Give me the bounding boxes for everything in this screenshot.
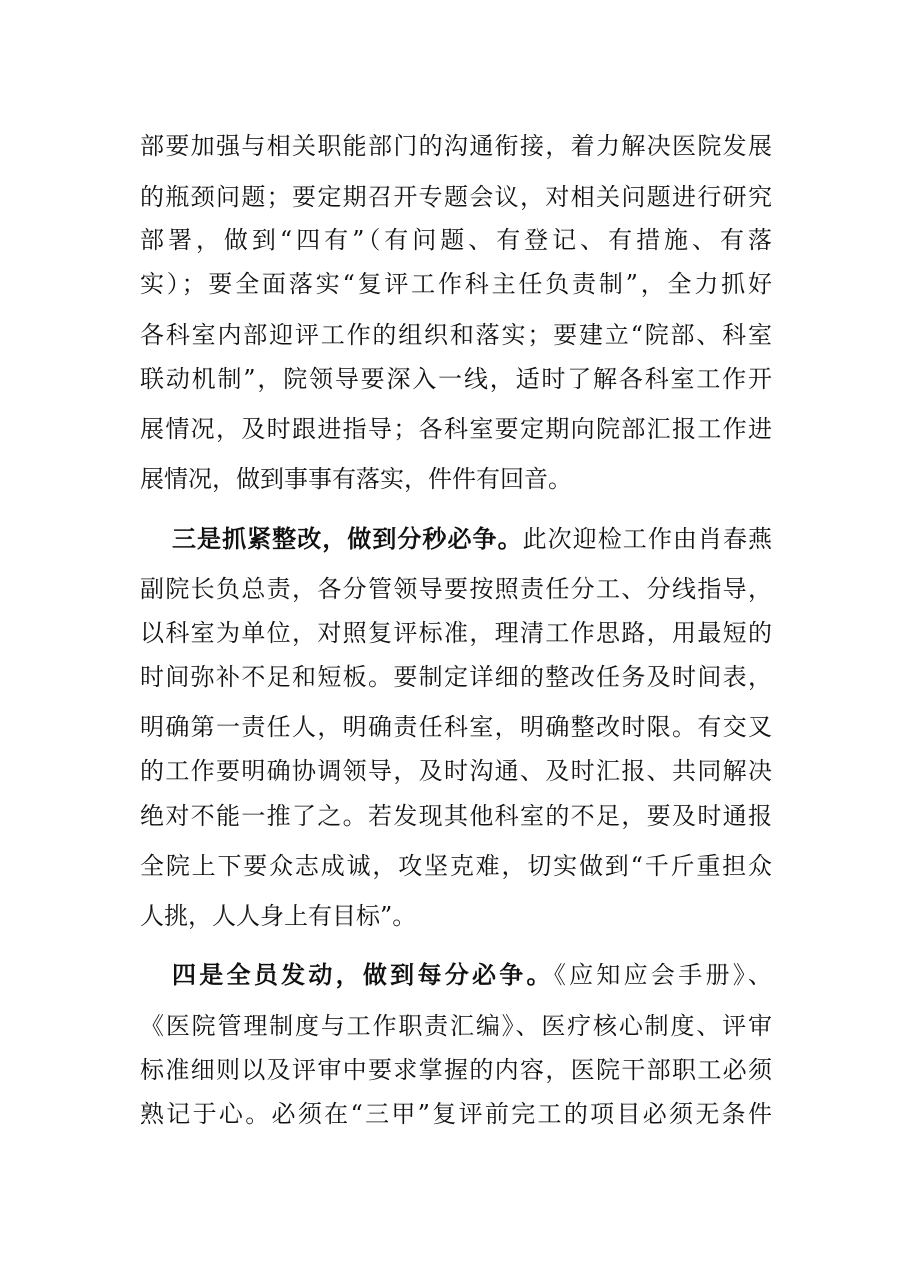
paragraph-text: 《应知应会手册》、 xyxy=(553,961,772,989)
text-line: 各科室内部迎评工作的组织和落实；要建立“院部、科室 xyxy=(140,321,772,349)
paragraph-heading: 三是抓紧整改，做到分秒必争。 xyxy=(172,524,523,553)
text-line: 明确第一责任人，明确责任科室，明确整改时限。有交叉 xyxy=(140,713,772,741)
text-line: 标准细则以及评审中要求掌握的内容，医院干部职工必须 xyxy=(140,1056,772,1084)
paragraph-first-line xyxy=(172,957,772,993)
text-line: 时间弥补不足和短板。要制定详细的整改任务及时间表， xyxy=(140,663,772,691)
text-line: 部署，做到“四有”（有问题、有登记、有措施、有落 xyxy=(140,226,772,254)
text-line: 联动机制”，院领导要深入一线，适时了解各科室工作开 xyxy=(140,365,772,393)
text-line: 展情况，做到事事有落实，件件有回音。 xyxy=(140,465,572,493)
text-line: 的工作要明确协调领导，及时沟通、及时汇报、共同解决 xyxy=(140,757,772,785)
text-line: 展情况，及时跟进指导；各科室要定期向院部汇报工作进 xyxy=(140,415,772,443)
text-line: 的瓶颈问题；要定期召开专题会议，对相关问题进行研究 xyxy=(140,183,772,211)
text-line: 《医院管理制度与工作职责汇编》、医疗核心制度、评审 xyxy=(140,1012,772,1040)
text-line: 人挑，人人身上有目标”。 xyxy=(140,902,417,930)
text-line: 熟记于心。必须在“三甲”复评前完工的项目必须无条件 xyxy=(140,1100,772,1128)
paragraph-text: 此次迎检工作由肖春燕 xyxy=(522,525,772,553)
text-line: 实）；要全面落实“复评工作科主任负责制”，全力抓好 xyxy=(140,270,772,298)
text-line: 绝对不能一推了之。若发现其他科室的不足，要及时通报 xyxy=(140,802,772,830)
text-line: 全院上下要众志成诚，攻坚克难，切实做到“千斤重担众 xyxy=(140,852,772,880)
text-line: 部要加强与相关职能部门的沟通衔接，着力解决医院发展 xyxy=(140,132,772,160)
text-line: 以科室为单位，对照复评标准，理清工作思路，用最短的 xyxy=(140,619,772,647)
text-line: 副院长负总责，各分管领导要按照责任分工、分线指导， xyxy=(140,575,772,603)
paragraph-first-line xyxy=(172,521,772,557)
paragraph-heading: 四是全员发动，做到每分必争。 xyxy=(172,960,554,989)
